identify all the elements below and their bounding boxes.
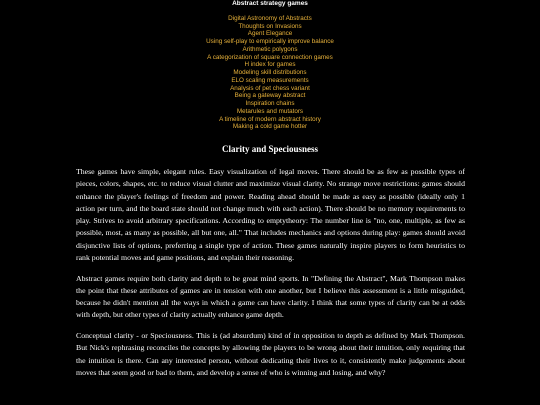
- nav-link-list: [0, 15, 540, 131]
- nav-link[interactable]: ELO scaling measurements: [231, 76, 309, 84]
- nav-link[interactable]: Thoughts on Invasions: [238, 22, 302, 30]
- nav-list-item: [0, 61, 540, 69]
- nav-link[interactable]: Arithmetic polygons: [242, 45, 298, 53]
- nav-list-item: [0, 116, 540, 124]
- article-paragraph: Conceptual clarity - or Speciousness. This is (ad absurdum) kind of in opposition to depth as defined by Mark Thompson. But Nick's rephrasing reconciles the concepts by allowing the players to be wrong about their intuition, only requiring that the intuition is there. Can any interested person, without dedicating their lives to it, consistently make judgements about moves that seem good or bad to them, and develop a sense of who is winning and losing, and why?: [76, 331, 465, 377]
- nav-list-item: [0, 38, 540, 46]
- nav-link[interactable]: A categorization of square connection games: [207, 53, 333, 61]
- nav-link[interactable]: Using self-play to empirically improve balance: [206, 38, 334, 45]
- nav-link[interactable]: Modeling skill distributions: [233, 69, 307, 76]
- nav-list-item: [0, 23, 540, 31]
- nav-link[interactable]: Digital Astronomy of Abstracts: [228, 14, 312, 22]
- nav-link[interactable]: Metarules and mutators: [236, 107, 304, 115]
- related-articles-nav: [0, 0, 540, 131]
- nav-link[interactable]: H index for games: [244, 61, 296, 69]
- nav-link[interactable]: Agent Elegance: [247, 30, 293, 38]
- nav-list-item: [0, 54, 540, 62]
- nav-list-item: [0, 77, 540, 85]
- nav-list-item: [0, 69, 540, 77]
- nav-link[interactable]: Being a gateway abstract: [234, 92, 306, 100]
- nav-list-item: [0, 15, 540, 23]
- nav-link[interactable]: Making a cold game hotter: [232, 123, 308, 131]
- article-body: [76, 166, 465, 379]
- nav-list-item: [0, 92, 540, 100]
- nav-list-item: [0, 123, 540, 131]
- nav-list-item: [0, 30, 540, 38]
- nav-title: Abstract strategy games: [232, 0, 308, 7]
- nav-list-item: [0, 100, 540, 108]
- nav-link[interactable]: A timeline of modern abstract history: [219, 115, 321, 123]
- nav-list-item: [0, 46, 540, 54]
- nav-list-item: [0, 85, 540, 93]
- nav-link[interactable]: Inspiration chains: [245, 100, 295, 107]
- article-paragraph: Abstract games require both clarity and depth to be great mind sports. In "Defining the Abstract", Mark Thompson makes the point that these attributes of games are in tension with one another, but I believe this assessment is a little misguided, because he didn't mention all the ways in which a game can have clarity. I think that some types of clarity can be at odds with depth, but other types of clarity actually enhance game depth.: [76, 273, 465, 320]
- nav-list-item: [0, 108, 540, 116]
- nav-link[interactable]: Analysis of pet chess variant: [230, 84, 310, 92]
- article-paragraph: These games have simple, elegant rules. Easy visualization of legal moves. There should be as few as possible types of pieces, colors, shapes, etc. to reduce visual clutter and maximize visual clarity. No strange move restrictions: games should enhance the player's feelings of freedom and power. Reading ahead should be made as easy as possible (ideally only 1 action per turn, and the board state should not change much with each action). There should be no memory requirements to play. Strives to avoid arbitrary specifications. According to emptytheory: The number line is "no, one, multiple, as few as possible, most, as many as possible, all but one, all." That includes mechanics and options during play: games should avoid disjunctive lists of options, preferring a single type of action. These games naturally inspire players to form heuristics to rank potential moves and game positions, and explain their reasoning.: [76, 167, 465, 262]
- article-heading: Clarity and Speciousness: [221, 144, 319, 154]
